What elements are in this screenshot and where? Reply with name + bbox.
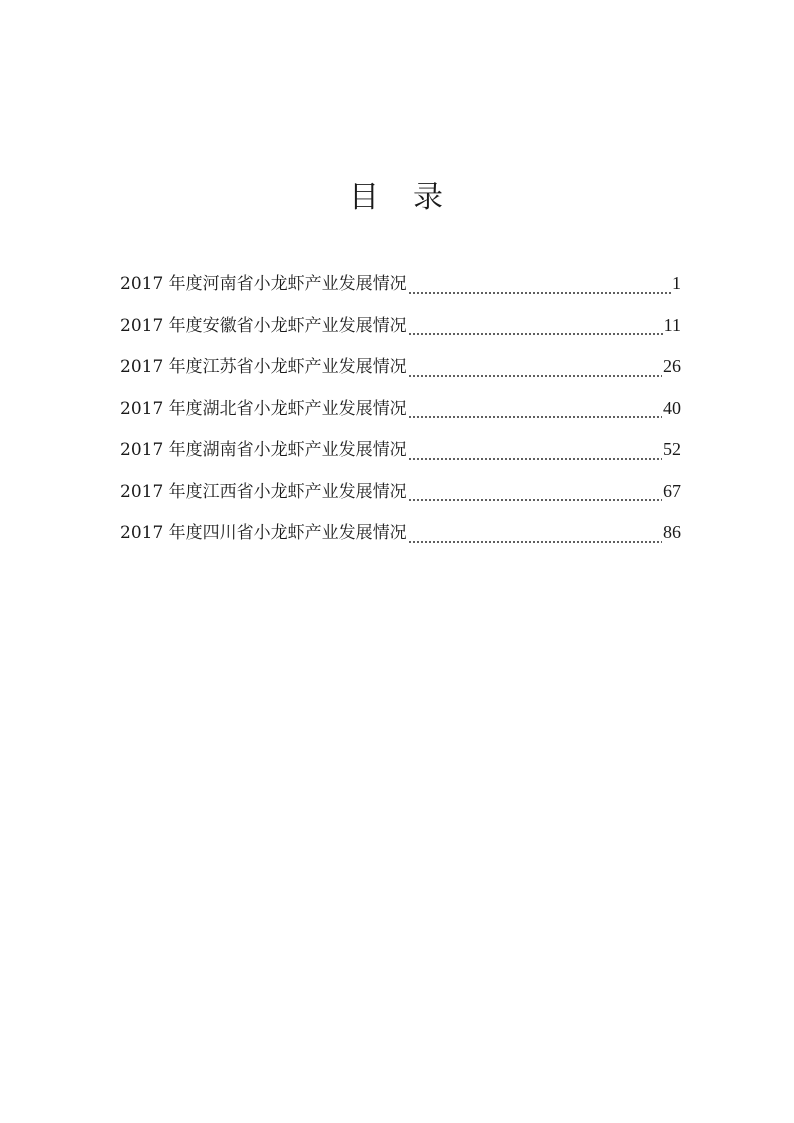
toc-list xyxy=(120,268,681,559)
toc-entry-title: 2017 年度安徽省小龙虾产业发展情况 xyxy=(120,315,407,336)
toc-title: 目 录 xyxy=(349,180,445,215)
toc-entry-title: 2017 年度湖南省小龙虾产业发展情况 xyxy=(120,440,407,460)
dot-leader xyxy=(408,499,662,501)
dot-leader xyxy=(408,333,663,335)
dot-leader xyxy=(408,292,671,294)
toc-entry-page: 52 xyxy=(663,439,681,459)
toc-entry xyxy=(120,476,681,518)
toc-entry-page: 67 xyxy=(663,480,681,501)
toc-entry-page: 26 xyxy=(663,356,681,376)
toc-entry xyxy=(120,351,681,393)
dot-leader xyxy=(408,458,662,460)
dot-leader xyxy=(408,416,662,418)
toc-entry xyxy=(120,517,681,559)
toc-entry-page: 86 xyxy=(663,522,681,542)
toc-entry-page: 11 xyxy=(663,314,681,335)
dot-leader xyxy=(408,375,662,377)
toc-entry-title: 2017 年度四川省小龙虾产业发展情况 xyxy=(120,523,407,543)
toc-entry-title: 2017 年度江西省小龙虾产业发展情况 xyxy=(120,481,407,502)
toc-entry-page: 40 xyxy=(663,397,681,418)
toc-entry-page: 1 xyxy=(672,273,681,293)
toc-entry xyxy=(120,268,681,310)
toc-entry xyxy=(120,434,681,476)
toc-entry xyxy=(120,393,681,435)
toc-entry-title: 2017 年度湖北省小龙虾产业发展情况 xyxy=(120,398,407,419)
toc-entry-title: 2017 年度江苏省小龙虾产业发展情况 xyxy=(120,357,407,377)
toc-entry-title: 2017 年度河南省小龙虾产业发展情况 xyxy=(120,274,407,294)
dot-leader xyxy=(408,541,662,543)
toc-entry xyxy=(120,310,681,352)
